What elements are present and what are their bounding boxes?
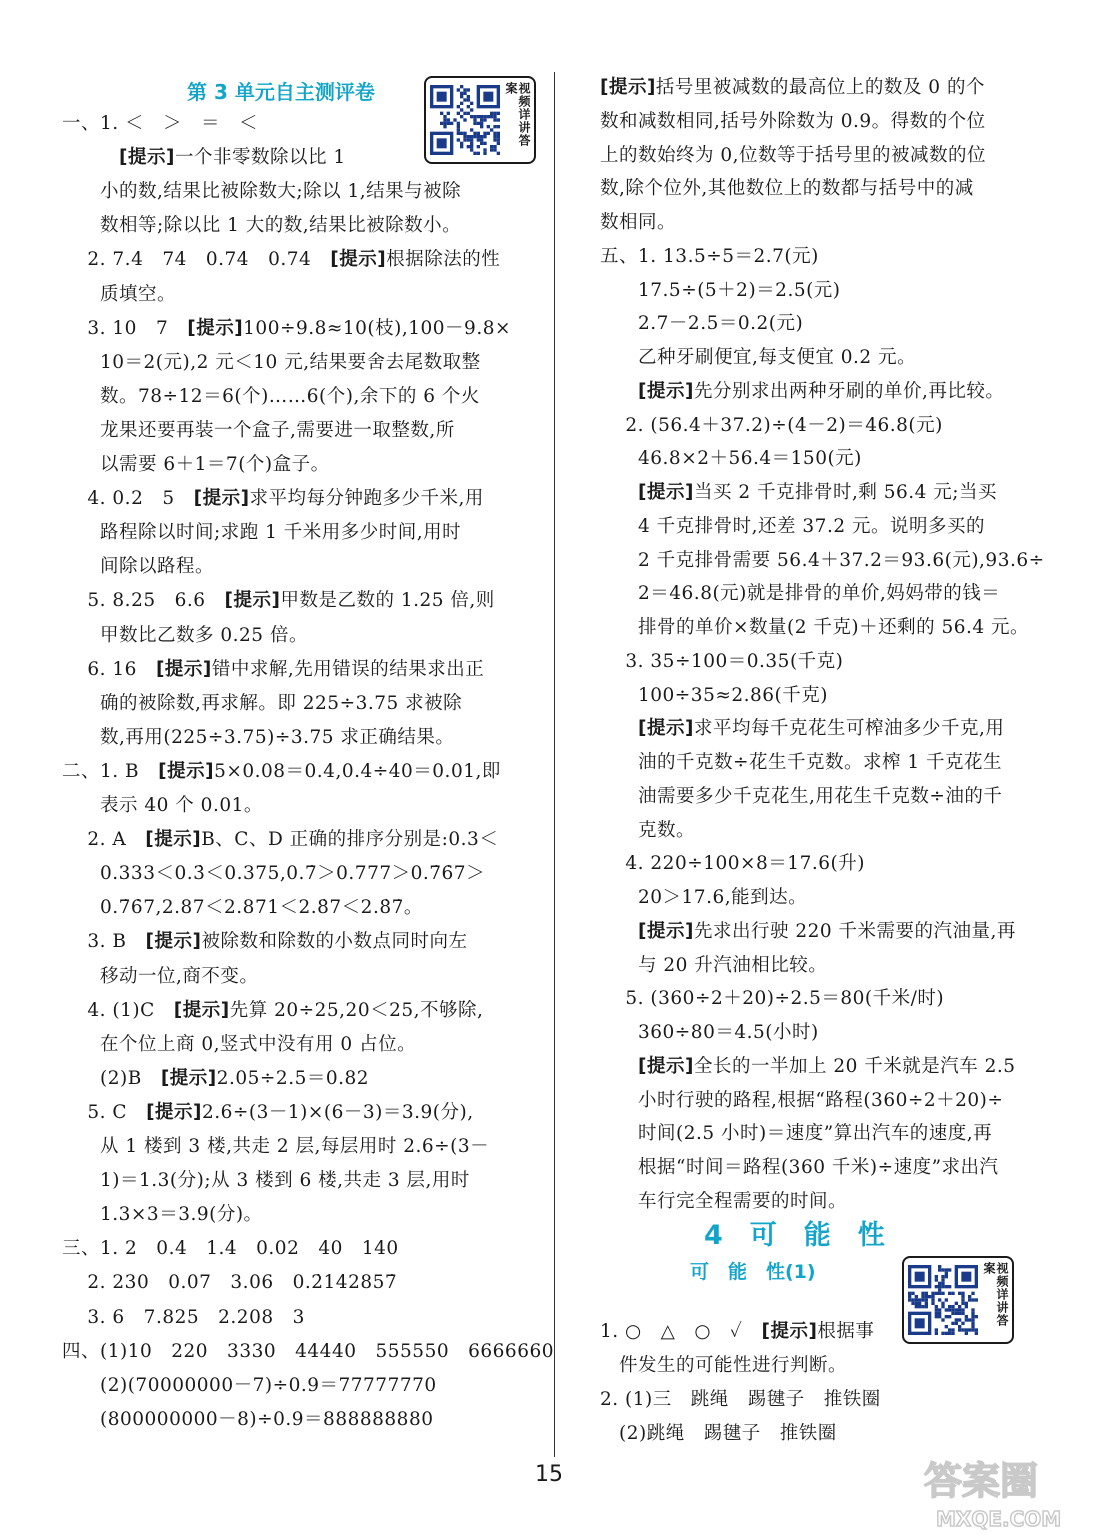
answer-line: 3. B [提示]被除数和除数的小数点同时向左 [62, 931, 468, 953]
answer-line: 2. A [提示]B、C、D 正确的排序分别是:0.3＜ [62, 829, 499, 851]
answer-line: 时间(2.5 小时)＝速度”算出汽车的速度,再 [600, 1123, 993, 1145]
answer-line: 质填空。 [62, 283, 177, 305]
answer-line: 1. ○ △ ○ ✓ [提示]根据事 [600, 1321, 875, 1342]
answer-line: 17.5÷(5＋2)＝2.5(元) [600, 279, 841, 301]
answer-line: 3. 10 7 [提示]100÷9.8≈10(枝),100－9.8× [62, 317, 511, 339]
answer-line: 四、(1)10 220 3330 44440 555550 6666660 [62, 1340, 555, 1362]
qr-code-icon [430, 81, 500, 159]
answer-line: 4 千克排骨时,还差 37.2 元。说明多买的 [600, 515, 985, 537]
answer-line: 上的数始终为 0,位数等于括号里的被减数的位 [600, 144, 987, 166]
answer-line: 件发生的可能性进行判断。 [600, 1355, 848, 1376]
answer-line: [提示]全长的一半加上 20 千米就是汽车 2.5 [638, 1055, 1016, 1077]
answer-line: 小的数,结果比被除数大;除以 1,结果与被除 [62, 181, 462, 203]
answer-line: 间除以路程。 [62, 556, 215, 578]
answer-line: 龙果还要再装一个盒子,需要进一取整数,所 [62, 419, 455, 441]
answer-line: 一、1. ＜ ＞ ＝ ＜ [62, 113, 259, 134]
answer-line: 2. (56.4＋37.2)÷(4－2)＝46.8(元) [600, 414, 943, 436]
answer-line: 小时行驶的路程,根据“路程(360÷2＋20)÷ [600, 1089, 1004, 1111]
answer-line: 0.333＜0.3̇＜0.375,0.7̇＞0.777＞0.7̇6̇7＞ [62, 863, 486, 885]
answer-line: 数,除个位外,其他数位上的数都与括号中的减 [600, 178, 974, 200]
answer-line: 数。78÷12＝6(个)……6(个),余下的 6 个火 [62, 385, 480, 407]
answer-line: [提示]求平均每千克花生可榨油多少千克,用 [638, 718, 1005, 740]
qr-code-video-explanation-2[interactable] [902, 1256, 1014, 1344]
answer-line: 油需要多少千克花生,用花生千克数÷油的千 [600, 785, 1003, 807]
answer-line: 数相同。 [600, 212, 677, 233]
answer-line: (2)B [提示]2.05÷2.5＝0.82 [62, 1067, 370, 1089]
answer-line: 从 1 楼到 3 楼,共走 2 层,每层用时 2.6÷(3－ [62, 1136, 490, 1157]
answer-line: (2)跳绳 踢毽子 推铁圈 [600, 1423, 837, 1444]
answer-line: 移动一位,商不变。 [62, 965, 259, 987]
chapter-heading: 4 可 能 性 [704, 1220, 885, 1251]
answer-line: 0.7̇6̇7,2.87＜2.871＜2.8̇7＜2.8̇7̇。 [62, 897, 423, 919]
answer-line: [提示]括号里被减数的最高位上的数及 0 的个 [600, 77, 985, 98]
answer-line: 2.7－2.5＝0.2(元) [600, 313, 804, 335]
answer-line: 2. 230 0.07 3.06 0.2̇142857̇ [62, 1272, 398, 1294]
watermark-bottom-text: MXQE.COM [936, 1507, 1062, 1531]
answer-line: 100÷35≈2.86(千克) [600, 684, 828, 706]
qr-code-icon [908, 1261, 978, 1339]
answer-line: 2 千克排骨需要 56.4＋37.2＝93.6(元),93.6÷ [600, 549, 1045, 571]
answer-line: [提示]当买 2 千克排骨时,剩 56.4 元;当买 [638, 482, 998, 503]
answer-line: 3. 35÷100＝0.35(千克) [600, 650, 844, 672]
answer-line: [提示]一个非零数除以比 1 [119, 147, 346, 169]
unit-test-heading: 第 3 单元自主测评卷 [187, 80, 375, 104]
answer-line: 4. 220÷100×8＝17.6(升) [600, 853, 865, 875]
answer-line: 6. 16 [提示]错中求解,先用错误的结果求出正 [62, 658, 485, 680]
answer-line: 克数。 [600, 819, 696, 841]
answer-line: [提示]先分别求出两种牙刷的单价,再比较。 [638, 380, 1005, 402]
answer-line: 路程除以时间;求跑 1 千米用多少时间,用时 [62, 522, 462, 544]
qr-label: 视频详讲答案 [504, 82, 531, 147]
answer-line: 确的被除数,再求解。即 225÷3.75 求被除 [62, 692, 463, 714]
answer-line: 2. (1)三 跳绳 踢毽子 推铁圈 [600, 1389, 881, 1410]
answer-line: 乙种牙刷便宜,每支便宜 0.2 元。 [600, 347, 917, 368]
site-watermark-logo [918, 1452, 1086, 1532]
section-heading: 可 能 性(1) [690, 1261, 816, 1283]
answer-line: 二、1. B [提示]5×0.08＝0.4,0.4÷40＝0.01,即 [62, 760, 501, 782]
answer-line: 4. 0.2 5 [提示]求平均每分钟跑多少千米,用 [62, 488, 484, 510]
answer-line: 5. (360÷2＋20)÷2.5＝80(千米/时) [600, 988, 945, 1010]
answer-line: 以需要 6＋1＝7(个)盒子。 [62, 454, 330, 475]
answer-line: 与 20 升汽油相比较。 [600, 954, 828, 976]
watermark-top-text: 答案圈 [924, 1459, 1039, 1503]
answer-line: 油的千克数÷花生千克数。求榨 1 千克花生 [600, 752, 1003, 773]
answer-line: 数相等;除以比 1 大的数,结果比被除数小。 [62, 215, 462, 237]
answer-line: 数和减数相同,括号外除数为 0.9。得数的个位 [600, 110, 986, 132]
answer-line: 3. 6 7.825 2.208 3 [62, 1306, 305, 1328]
qr-code-video-explanation-1[interactable] [424, 76, 536, 164]
answer-line: 2＝46.8(元)就是排骨的单价,妈妈带的钱＝ [600, 583, 1001, 605]
answer-line: 甲数比乙数多 0.25 倍。 [62, 624, 308, 646]
answer-line: 1)＝1.3(分);从 3 楼到 6 楼,共走 3 层,用时 [62, 1170, 470, 1192]
answer-line: 五、1. 13.5÷5＝2.7(元) [600, 245, 819, 267]
answer-line: 10＝2(元),2 元＜10 元,结果要舍去尾数取整 [62, 351, 481, 373]
answer-line: 数,再用(225÷3.75)÷3.75 求正确结果。 [62, 726, 455, 748]
answer-line: 表示 40 个 0.01。 [62, 795, 263, 816]
answer-line: 排骨的单价×数量(2 千克)＋还剩的 56.4 元。 [600, 617, 1030, 638]
qr-label: 视频详讲答案 [982, 1262, 1009, 1327]
answer-line: 20＞17.6,能到达。 [600, 887, 808, 908]
answer-line: 1.3×3＝3.9(分)。 [62, 1204, 263, 1226]
column-divider [554, 72, 555, 1457]
answer-line: 车行完全程需要的时间。 [600, 1190, 848, 1212]
answer-line: 三、1. 2 0.4 1.4 0.02 40 140 [62, 1238, 399, 1260]
answer-line: 360÷80＝4.5(小时) [600, 1022, 819, 1043]
answer-line: 4. (1)C [提示]先算 20÷25,20＜25,不够除, [62, 999, 484, 1021]
answer-line: (800000000－8)÷0.9＝888888880 [62, 1408, 434, 1430]
page-number: 15 [535, 1462, 563, 1487]
answer-line: [提示]先求出行驶 220 千米需要的汽油量,再 [638, 920, 1016, 942]
answer-line: 根据“时间＝路程(360 千米)÷速度”求出汽 [600, 1157, 999, 1178]
answer-line: 46.8×2＋56.4＝150(元) [600, 448, 862, 470]
answer-line: 2. 7.4 74 0.74 0.74 [提示]根据除法的性 [62, 249, 501, 271]
answer-line: 在个位上商 0,竖式中没有用 0 占位。 [62, 1033, 417, 1055]
answer-line: 5. 8.25 6.6 [提示]甲数是乙数的 1.25 倍,则 [62, 590, 495, 612]
answer-line: 5. C [提示]2.6÷(3－1)×(6－3)＝3.9(分), [62, 1101, 474, 1123]
answer-line: (2)(70000000－7)÷0.9＝77777770 [62, 1374, 437, 1396]
